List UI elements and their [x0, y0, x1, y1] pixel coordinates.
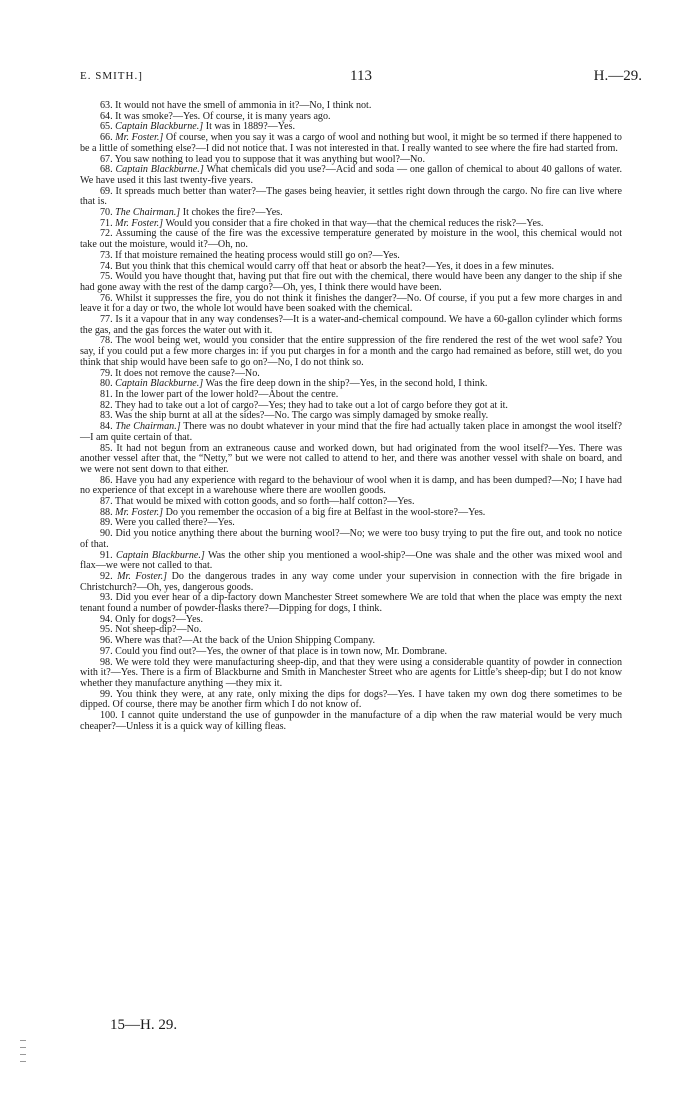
question-answer-text: Would you consider that a fire choked in that way—that the chemical reduces the risk?—Yes. [165, 217, 544, 229]
question-answer-text: It would not have the smell of ammonia in it?—No, I think not. [115, 100, 372, 111]
question-number: 86. [100, 474, 113, 486]
speaker: The Chairman.] [115, 207, 181, 219]
speaker: Captain Blackburne.] [115, 378, 204, 390]
question-number: 96. [100, 635, 113, 647]
document-reference: H.—29. [593, 68, 642, 84]
question-answer-text: Was the ship burnt at all at the sides?—No. The cargo was simply damaged by smoke really. [114, 410, 489, 422]
question-number: 100. [100, 710, 118, 722]
question-number: 70. [100, 207, 113, 219]
question-answer-text: Is it a vapour that in any way condenses?—It is a water-and-chemical compound. We have a 60-gallon cylinder which forms the gas, and the gas forces the water out with it. [80, 314, 622, 336]
speaker: Captain Blackburne.] [115, 549, 205, 561]
margin-tick [20, 1047, 26, 1048]
testimony-paragraph [80, 476, 622, 497]
margin-marks [20, 1040, 26, 1068]
question-number: 91. [100, 549, 113, 561]
question-answer-text: Have you had any experience with regard to the behaviour of wool when it is damp, and has been dumped?—No; I have had no experience of that except in a warehouse where there are woollen goods. [80, 474, 622, 497]
question-number: 63. [100, 100, 113, 111]
question-number: 71. [100, 217, 113, 229]
question-number: 69. [100, 185, 113, 197]
question-answer-text: You saw nothing to lead you to suppose that it was anything but wool?—No. [114, 153, 425, 165]
question-number: 73. [100, 249, 113, 261]
question-number: 75. [100, 271, 113, 283]
question-number: 94. [100, 613, 113, 625]
question-answer-text: It was smoke?—Yes. Of course, it is many years ago. [115, 110, 331, 122]
testimony-paragraph [80, 529, 622, 550]
testimony-body [80, 101, 622, 732]
question-number: 78. [100, 335, 113, 347]
question-answer-text: It spreads much better than water?—The gases being heavier, it settles right down through the cargo. No fire can live where that is. [80, 185, 622, 208]
question-number: 92. [100, 570, 113, 582]
question-answer-text: Whilst it suppresses the fire, you do not think it finishes the danger?—No. Of course, if you put a few more charges in and leave it for a day or two, the whole lot would have been soaked with the chemical. [80, 292, 623, 315]
question-answer-text: Did you ever hear of a dip-factory down Manchester Street somewhere We are told that when the place was empty the next tenant found a number of powder-flasks there?—Dipping for dogs, I think. [80, 592, 622, 615]
question-answer-text: It had not begun from an extraneous cause and worked down, but had originated from the wool itself?—Yes. There was another vessel after that, the “Netty,” but we were not called to attend to her, and there was another vessel with shale on board, and we were not sent down to that either. [80, 442, 622, 475]
witness-name: E. SMITH.] [80, 70, 143, 82]
testimony-paragraph [80, 165, 622, 186]
question-number: 82. [100, 399, 113, 411]
testimony-paragraph [80, 272, 622, 293]
testimony-paragraph [80, 133, 622, 154]
question-number: 95. [100, 624, 113, 636]
question-number: 98. [100, 656, 113, 668]
question-answer-text: They had to take out a lot of cargo?—Yes; they had to take out a lot of cargo before they got at it. [114, 399, 508, 411]
testimony-paragraph [80, 229, 622, 250]
question-answer-text: You think they were, at any rate, only mixing the dips for dogs?—Yes. I have taken my own dog there sometimes to be dipped. Of course, there may be another firm which I do not know of. [80, 688, 623, 711]
question-number: 97. [100, 645, 113, 657]
testimony-paragraph [80, 422, 622, 443]
question-number: 79. [100, 367, 113, 379]
question-answer-text: The wool being wet, would you consider that the entire suppression of the fire rendered the rest of the wet wool safe? You say, if you could put a few more charges in: if you put charges in for a month and the cargo had remained as before, still wet, do you think that ship would have been safe to go on?—No, I do not think so. [80, 335, 623, 368]
speaker: Captain Blackburne.] [115, 164, 204, 176]
testimony-paragraph [80, 315, 622, 336]
testimony-paragraph [80, 336, 622, 368]
question-answer-text: But you think that this chemical would carry off that heat or absorb the heat?—Yes, it does in a few minutes. [115, 260, 555, 272]
question-number: 68. [100, 164, 113, 176]
testimony-paragraph [80, 572, 622, 593]
question-answer-text: It was in 1889?—Yes. [205, 121, 295, 133]
question-answer-text: If that moisture remained the heating process would still go on?—Yes. [115, 249, 400, 261]
question-answer-text: Did you notice anything there about the burning wool?—No; we were too busy trying to put the fire out, and took no notice of that. [80, 528, 622, 550]
question-answer-text: Was the other ship you mentioned a wool-ship?—One was shale and the other was mixed wool and flax—we were not called to that. [80, 549, 623, 572]
question-number: 99. [100, 688, 113, 700]
question-number: 80. [100, 378, 113, 390]
question-answer-text: Where was that?—At the back of the Union Shipping Company. [114, 635, 376, 647]
testimony-paragraph [80, 294, 622, 315]
testimony-paragraph [80, 658, 622, 690]
question-answer-text: Was the fire deep down in the ship?—Yes, in the second hold, I think. [205, 378, 488, 390]
margin-tick [20, 1054, 26, 1055]
question-number: 90. [100, 528, 113, 540]
question-number: 65. [100, 121, 113, 133]
speaker: Mr. Foster.] [115, 132, 164, 144]
question-number: 93. [100, 592, 113, 604]
question-answer-text: Do the dangerous trades in any way come under your supervision in connection with the fire brigade in Christchurch?—Oh, yes, dangerous goods. [80, 570, 623, 593]
margin-tick [20, 1061, 26, 1062]
question-answer-text: Could you find out?—Yes, the owner of that place is in town now, Mr. Dombrane. [115, 645, 448, 657]
speaker: Mr. Foster.] [115, 506, 164, 518]
page-number: 113 [350, 68, 372, 84]
signature-mark: 15—H. 29. [110, 1017, 178, 1033]
question-answer-text: There was no doubt whatever in your mind that the fire had actually taken place in amongst the wool itself?—I am quite certain of that. [80, 421, 623, 443]
speaker: Mr. Foster.] [115, 217, 164, 229]
margin-tick [20, 1040, 26, 1041]
question-number: 77. [100, 314, 113, 326]
question-answer-text: In the lower part of the lower hold?—About the centre. [115, 388, 339, 400]
question-number: 84. [100, 421, 113, 433]
question-answer-text: Assuming the cause of the fire was the excessive temperature generated by moisture in the wool, this chemical would not take out the moisture, would it?—Oh, no. [80, 228, 622, 251]
speaker: Captain Blackburne.] [115, 121, 204, 133]
testimony-paragraph [80, 711, 622, 732]
question-number: 83. [100, 410, 113, 422]
question-number: 85. [100, 442, 113, 454]
testimony-paragraph [80, 551, 622, 572]
question-number: 87. [100, 496, 113, 508]
question-answer-text: It chokes the fire?—Yes. [182, 207, 283, 219]
question-answer-text: Not sheep-dip?—No. [115, 624, 202, 636]
question-answer-text: Only for dogs?—Yes. [115, 613, 204, 625]
question-number: 72. [100, 228, 113, 240]
question-answer-text: Would you have thought that, having put that fire out with the chemical, there would have been any danger to the ship if she had gone away with the rest of the damp cargo?—Oh, yes, I think there would have been. [80, 271, 623, 293]
question-number: 81. [100, 388, 113, 400]
question-number: 89. [100, 517, 113, 529]
page-header [80, 70, 642, 88]
question-number: 67. [100, 153, 113, 165]
question-number: 64. [100, 110, 113, 122]
question-number: 66. [100, 132, 113, 144]
question-answer-text: Of course, when you say it was a cargo of wool and nothing but wool, it might be so termed if there happened to be a little of something else?—I did not notice that. I was not interested in that. I really wanted to see where the fire had started from. [80, 132, 622, 154]
speaker: The Chairman.] [115, 421, 181, 433]
question-answer-text: Do you remember the occasion of a big fire at Belfast in the wool-store?—Yes. [165, 506, 486, 518]
testimony-paragraph [80, 187, 622, 208]
question-answer-text: It does not remove the cause?—No. [115, 367, 260, 379]
question-answer-text: That would be mixed with cotton goods, and so forth—half cotton?—Yes. [114, 496, 415, 508]
testimony-paragraph [80, 593, 622, 614]
question-answer-text: Were you called there?—Yes. [114, 517, 235, 529]
question-answer-text: What chemicals did you use?—Acid and soda — one gallon of chemical to about 40 gallons of water. We have used it this last twenty-five years. [80, 164, 623, 186]
testimony-paragraph [80, 690, 622, 711]
question-answer-text: We were told they were manufacturing sheep-dip, and that they were using a considerable quantity of powder in connection with it?—Yes. There is a firm of Blackburne and Smith in Manchester Street who are agents for Little’s sheep-dip; but I do not know whether they manufacture anything —they mix it. [80, 656, 623, 689]
question-number: 76. [100, 292, 113, 304]
question-number: 74. [100, 260, 113, 272]
testimony-paragraph [80, 444, 622, 476]
speaker: Mr. Foster.] [117, 570, 168, 582]
question-number: 88. [100, 506, 113, 518]
question-answer-text: I cannot quite understand the use of gunpowder in the manufacture of a dip when the raw material would be very much cheaper?—Unless it is a quick way of killing fleas. [80, 710, 622, 732]
